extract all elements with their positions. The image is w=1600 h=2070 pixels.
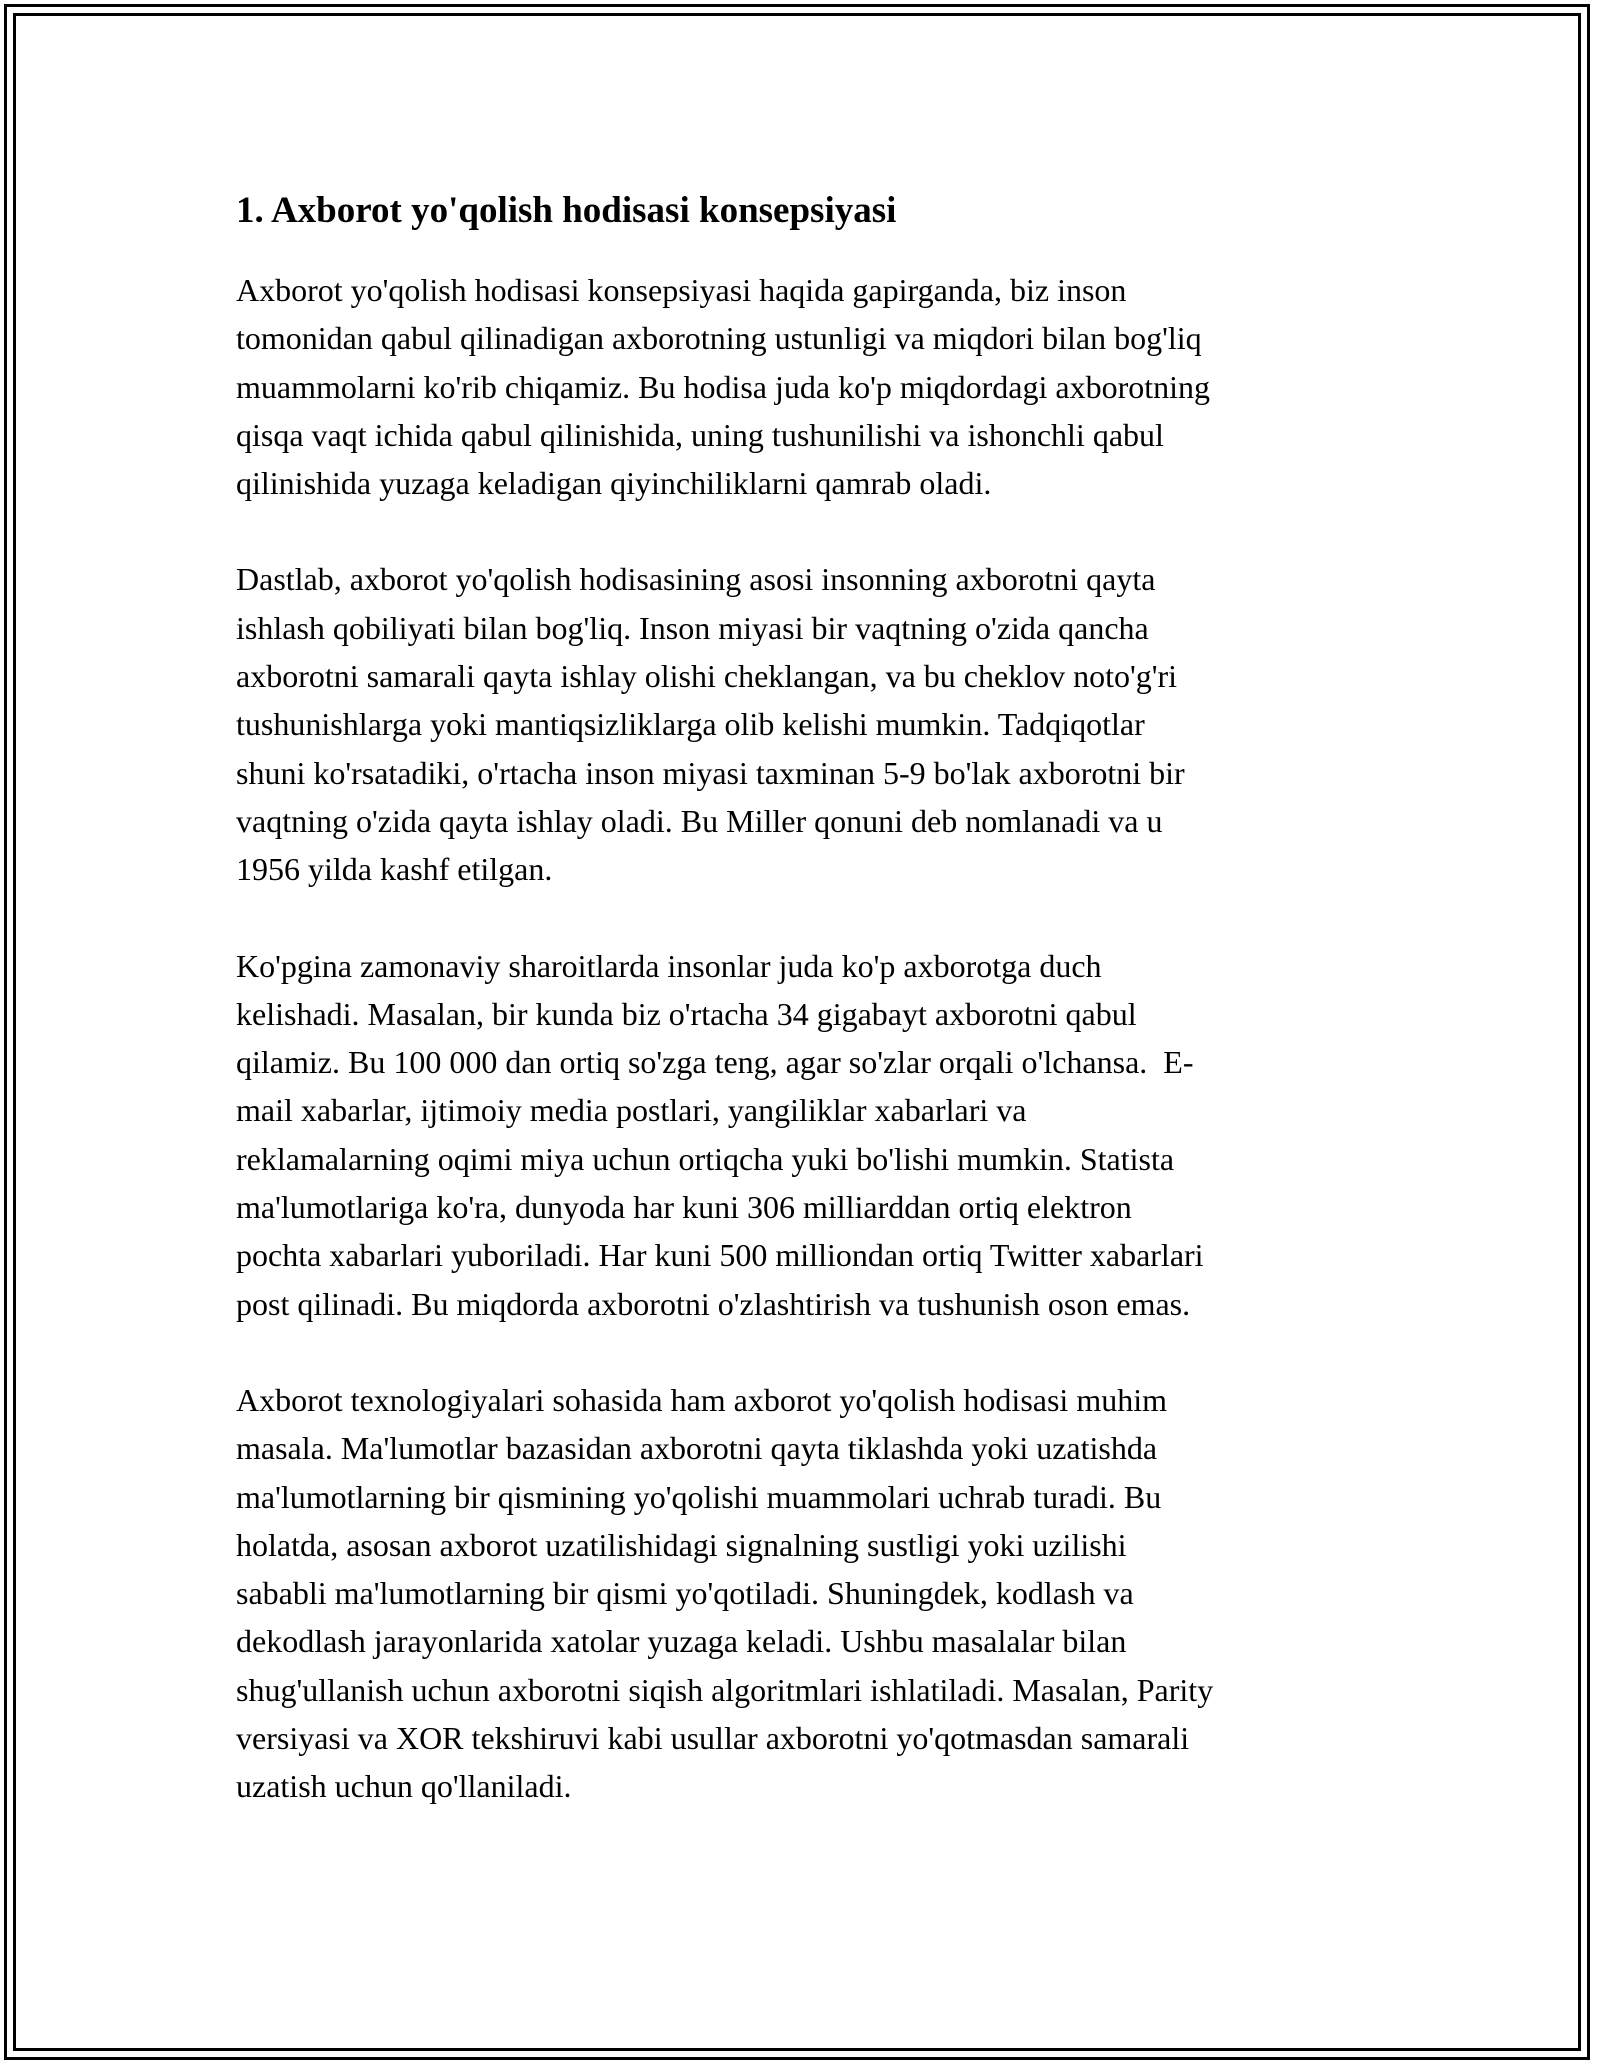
paragraph-line: Ko'pgina zamonaviy sharoitlarda insonlar juda ko'p axborotga duch bbox=[236, 947, 1102, 984]
paragraph-line: Axborot texnologiyalari sohasida ham axborot yo'qolish hodisasi muhim bbox=[236, 1381, 1167, 1418]
paragraph-line: vaqtning o'zida qayta ishlay oladi. Bu Miller qonuni deb nomlanadi va u bbox=[236, 802, 1163, 839]
paragraph-line: reklamalarning oqimi miya uchun ortiqcha yuki bo'lishi mumkin. Statista bbox=[236, 1140, 1175, 1177]
paragraph-line: masala. Ma'lumotlar bazasidan axborotni qayta tiklashda yoki uzatishda bbox=[236, 1430, 1158, 1467]
section-heading: 1. Axborot yo'qolish hodisasi konsepsiyasi bbox=[236, 190, 897, 231]
paragraph-line: shug'ullanish uchun axborotni siqish algoritmlari ishlatiladi. Masalan, Parity bbox=[236, 1671, 1214, 1708]
paragraph-line: qilamiz. Bu 100 000 dan ortiq so'zga teng, agar so'zlar orqali o'lchansa. E- bbox=[236, 1044, 1194, 1081]
paragraph-line: sababli ma'lumotlarning bir qismi yo'qotiladi. Shuningdek, kodlash va bbox=[236, 1575, 1134, 1612]
paragraph-line: kelishadi. Masalan, bir kunda biz o'rtacha 34 gigabayt axborotni qabul bbox=[236, 995, 1137, 1032]
paragraph-line: holatda, asosan axborot uzatilishidagi signalning sustligi yoki uzilishi bbox=[236, 1526, 1127, 1563]
paragraph-4 bbox=[236, 1376, 1366, 1811]
document-body bbox=[236, 186, 1366, 1859]
paragraph-line: ishlash qobiliyati bilan bog'liq. Inson miyasi bir vaqtning o'zida qancha bbox=[236, 609, 1149, 646]
paragraph-line: shuni ko'rsatadiki, o'rtacha inson miyasi taxminan 5-9 bo'lak axborotni bir bbox=[236, 754, 1185, 791]
paragraph-line: dekodlash jarayonlarida xatolar yuzaga keladi. Ushbu masalalar bilan bbox=[236, 1623, 1127, 1660]
paragraph-line: ma'lumotlarning bir qismining yo'qolishi muammolari uchrab turadi. Bu bbox=[236, 1478, 1162, 1515]
paragraph-line: uzatish uchun qo'llaniladi. bbox=[236, 1768, 572, 1805]
paragraph-line: qisqa vaqt ichida qabul qilinishida, uning tushunilishi va ishonchli qabul bbox=[236, 416, 1164, 453]
paragraphs-container bbox=[236, 266, 1366, 1811]
paragraph-line: pochta xabarlari yuboriladi. Har kuni 500 milliondan ortiq Twitter xabarlari bbox=[236, 1237, 1204, 1274]
paragraph-line: qilinishida yuzaga keladigan qiyinchiliklarni qamrab oladi. bbox=[236, 465, 992, 502]
paragraph-line: Axborot yo'qolish hodisasi konsepsiyasi haqida gapirganda, biz inson bbox=[236, 272, 1127, 308]
paragraph-line: mail xabarlar, ijtimoiy media postlari, yangiliklar xabarlari va bbox=[236, 1092, 1027, 1129]
paragraph-line: tomonidan qabul qilinadigan axborotning ustunligi va miqdori bilan bog'liq bbox=[236, 320, 1202, 357]
paragraph-2 bbox=[236, 555, 1366, 893]
paragraph-line: 1956 yilda kashf etilgan. bbox=[236, 851, 553, 888]
paragraph-line: muammolarni ko'rib chiqamiz. Bu hodisa juda ko'p miqdordagi axborotning bbox=[236, 368, 1211, 405]
paragraph-3 bbox=[236, 942, 1366, 1328]
paragraph-1 bbox=[236, 266, 1366, 507]
paragraph-line: tushunishlarga yoki mantiqsizliklarga olib kelishi mumkin. Tadqiqotlar bbox=[236, 706, 1145, 743]
paragraph-line: ma'lumotlariga ko'ra, dunyoda har kuni 306 milliarddan ortiq elektron bbox=[236, 1189, 1132, 1226]
paragraph-line: versiyasi va XOR tekshiruvi kabi usullar axborotni yo'qotmasdan samarali bbox=[236, 1720, 1190, 1757]
paragraph-line: Dastlab, axborot yo'qolish hodisasining asosi insonning axborotni qayta bbox=[236, 561, 1156, 598]
paragraph-line: post qilinadi. Bu miqdorda axborotni o'zlashtirish va tushunish oson emas. bbox=[236, 1285, 1191, 1322]
paragraph-line: axborotni samarali qayta ishlay olishi cheklangan, va bu cheklov noto'g'ri bbox=[236, 658, 1178, 695]
